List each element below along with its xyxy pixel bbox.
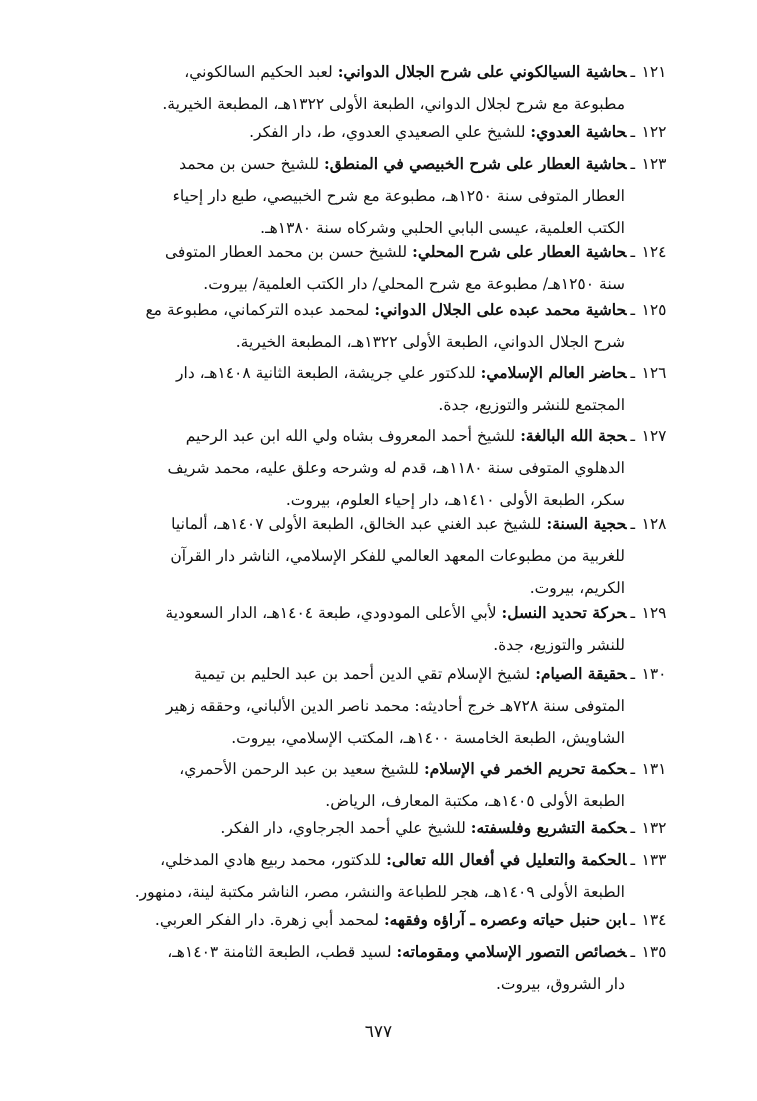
entry-text: الكريم، بيروت. [529,579,625,597]
entry-text: للشيخ حسن بن محمد العطار المتوفى [165,243,408,261]
entry-text: لمحمد أبي زهرة. دار الفكر العربي. [154,911,380,929]
entry-number: ١٣٤ [641,911,667,929]
bibliography-entry: ١٢٢ـحاشية العدوي: للشيخ علي الصعيدي العدوي، ط، دار الفكر. [88,116,669,148]
entry-title: حاشية العطار على شرح المحلي: [412,242,627,261]
bibliography-entry: ١٢٩ـحركة تحديد النسل: لأبي الأعلى المودودي، طبعة ١٤٠٤هـ، الدار السعودية للنشر والتوزيع، جدة. [88,597,669,661]
entry-title: خصائص التصور الإسلامي ومقوماته: [396,942,627,961]
entry-text: سنة ١٢٥٠هـ/ مطبوعة مع شرح المحلي/ دار الكتب العلمية/ بيروت. [203,275,625,293]
entry-text: سكر، الطبعة الأولى ١٤١٠هـ، دار إحياء العلوم، بيروت. [285,491,625,509]
entry-title: حجة الله البالغة: [520,426,627,445]
entry-text: للغربية من مطبوعات المعهد العالمي للفكر الإسلامي، الناشر دار القرآن [170,547,625,565]
entry-text: للشيخ علي أحمد الجرجاوي، دار الفكر. [220,819,466,837]
entry-text: الدهلوي المتوفى سنة ١١٨٠هـ، قدم له وشرحه وعلق عليه، محمد شريف [167,459,625,477]
entry-text: للشيخ علي الصعيدي العدوي، ط، دار الفكر. [249,123,526,141]
entry-text: الكتب العلمية، عيسى البابي الحلبي وشركاه سنة ١٣٨٠هـ. [260,219,625,237]
bibliography-entry: ١٣٢ـحكمة التشريع وفلسفته: للشيخ علي أحمد الجرجاوي، دار الفكر. [88,812,669,844]
entry-text: للدكتور، محمد ربيع هادي المدخلي، [160,851,382,869]
entry-text: للشيخ سعيد بن عبد الرحمن الأحمري، [179,760,420,778]
entry-title: الحكمة والتعليل في أفعال الله تعالى: [386,850,627,869]
entry-text: الطبعة الأولى ١٤٠٥هـ، مكتبة المعارف، الرياض. [325,792,625,810]
entry-text: لعبد الحكيم السالكوني، [184,63,333,81]
entry-title: حكمة التشريع وفلسفته: [470,818,627,837]
entry-title: حاشية محمد عبده على الجلال الدواني: [374,300,627,319]
entry-title: حقيقة الصيام: [535,664,627,683]
entry-number: ١٣٥ [641,943,667,961]
bibliography-entry: ١٢٣ـحاشية العطار على شرح الخبيصي في المنطق: للشيخ حسن بن محمد العطار المتوفى سنة ١٢٥٠هـ، مطبوعة مع شرح الخبيصي، طبع دار إحياء الكتب العلمية، عيسى البابي الحلبي وشركاه سنة ١٣٨٠هـ. [88,148,669,244]
entry-text: دار الشروق، بيروت. [495,975,625,993]
entry-text: المتوفى سنة ٧٢٨هـ خرج أحاديثه: محمد ناصر الدين الألباني، وحققه زهير [165,697,625,715]
entry-number: ١٣٢ [641,819,667,837]
entry-number: ١٢٦ [641,364,667,382]
entry-number: ١٣٣ [641,851,667,869]
bibliography-entry: ١٢٨ـحجية السنة: للشيخ عبد الغني عبد الخالق، الطبعة الأولى ١٤٠٧هـ، ألمانيا للغربية من مطبوعات المعهد العالمي للفكر الإسلامي، الناشر دار القرآن الكريم، بيروت. [88,508,669,604]
entry-text: للشيخ أحمد المعروف بشاه ولي الله ابن عبد الرحيم [185,427,516,445]
entry-title: حاشية العدوي: [530,122,627,141]
entry-number: ١٣٠ [641,665,667,683]
bibliography-entry: ١٣١ـحكمة تحريم الخمر في الإسلام: للشيخ سعيد بن عبد الرحمن الأحمري، الطبعة الأولى ١٤٠٥هـ، مكتبة المعارف، الرياض. [88,753,669,817]
bibliography-entry: ١٢١ـحاشية السيالكوني على شرح الجلال الدواني: لعبد الحكيم السالكوني، مطبوعة مع شرح لجلال الدواني، الطبعة الأولى ١٣٢٢هـ، المطبعة الخيرية. [88,56,669,120]
entry-title: حاشية العطار على شرح الخبيصي في المنطق: [323,154,627,173]
entry-text: للنشر والتوزيع، جدة. [493,636,625,654]
entry-title: حاشية السيالكوني على شرح الجلال الدواني: [337,62,627,81]
entry-number: ١٢٥ [641,301,667,319]
entry-text: لأبي الأعلى المودودي، طبعة ١٤٠٤هـ، الدار السعودية [165,604,497,622]
entry-title: حركة تحديد النسل: [501,603,627,622]
entry-number: ١٢٤ [641,243,667,261]
entry-text: للشيخ عبد الغني عبد الخالق، الطبعة الأولى ١٤٠٧هـ، ألمانيا [171,515,542,533]
bibliography-entry: ١٣٠ـحقيقة الصيام: لشيخ الإسلام تقي الدين أحمد بن عبد الحليم بن تيمية المتوفى سنة ٧٢٨هـ خرج أحاديثه: محمد ناصر الدين الألباني، وحققه زهير الشاويش، الطبعة الخامسة ١٤٠٠هـ، المكتب الإسلامي، بيروت. [88,658,669,754]
entry-text: مطبوعة مع شرح لجلال الدواني، الطبعة الأولى ١٣٢٢هـ، المطبعة الخيرية. [162,95,625,113]
bibliography-entry: ١٢٥ـحاشية محمد عبده على الجلال الدواني: لمحمد عبده التركماني، مطبوعة مع شرح الجلال الدواني، الطبعة الأولى ١٣٢٢هـ، المطبعة الخيرية. [88,294,669,358]
entry-text: لشيخ الإسلام تقي الدين أحمد بن عبد الحليم بن تيمية [193,665,531,683]
entry-text: لسيد قطب، الطبعة الثامنة ١٤٠٣هـ، [167,943,392,961]
entry-number: ١٢٧ [641,427,667,445]
entry-title: حجية السنة: [546,514,627,533]
bibliography-entry: ١٣٤ـابن حنبل حياته وعصره ـ آراؤه وفقهه: لمحمد أبي زهرة. دار الفكر العربي. [88,904,669,936]
page-number: ٦٧٧ [364,1022,393,1042]
entry-text: الطبعة الأولى ١٤٠٩هـ، هجر للطباعة والنشر، مصر، الناشر مكتبة لينة، دمنهور. [134,883,625,901]
entry-title: حاضر العالم الإسلامي: [480,363,627,382]
bibliography-entry: ١٢٧ـحجة الله البالغة: للشيخ أحمد المعروف بشاه ولي الله ابن عبد الرحيم الدهلوي المتوفى سنة ١١٨٠هـ، قدم له وشرحه وعلق عليه، محمد شريف سكر، الطبعة الأولى ١٤١٠هـ، دار إحياء العلوم، بيروت. [88,420,669,516]
bibliography-entry: ١٢٦ـحاضر العالم الإسلامي: للدكتور علي جريشة، الطبعة الثانية ١٤٠٨هـ، دار المجتمع للنشر والتوزيع، جدة. [88,357,669,421]
entry-number: ١٣١ [641,760,667,778]
entry-text: لمحمد عبده التركماني، مطبوعة مع [145,301,370,319]
entry-text: للدكتور علي جريشة، الطبعة الثانية ١٤٠٨هـ، دار [176,364,476,382]
entry-number: ١٢٢ [641,123,667,141]
entry-number: ١٢٣ [641,155,667,173]
entry-title: حكمة تحريم الخمر في الإسلام: [423,759,627,778]
entry-title: ابن حنبل حياته وعصره ـ آراؤه وفقهه: [383,910,627,929]
bibliography-entry: ١٢٤ـحاشية العطار على شرح المحلي: للشيخ حسن بن محمد العطار المتوفى سنة ١٢٥٠هـ/ مطبوعة مع شرح المحلي/ دار الكتب العلمية/ بيروت. [88,236,669,300]
entry-number: ١٢٩ [641,604,667,622]
entry-number: ١٢٨ [641,515,667,533]
entry-text: المجتمع للنشر والتوزيع، جدة. [438,396,625,414]
entry-text: الشاويش، الطبعة الخامسة ١٤٠٠هـ، المكتب الإسلامي، بيروت. [231,729,625,747]
entry-text: للشيخ حسن بن محمد [179,155,320,173]
entry-number: ١٢١ [641,63,667,81]
bibliography-entry: ١٣٣ـالحكمة والتعليل في أفعال الله تعالى: للدكتور، محمد ربيع هادي المدخلي، الطبعة الأولى ١٤٠٩هـ، هجر للطباعة والنشر، مصر، الناشر مكتبة لينة، دمنهور. [88,844,669,908]
entry-text: شرح الجلال الدواني، الطبعة الأولى ١٣٢٢هـ، المطبعة الخيرية. [235,333,625,351]
entry-text: العطار المتوفى سنة ١٢٥٠هـ، مطبوعة مع شرح الخبيصي، طبع دار إحياء [172,187,625,205]
bibliography-entry: ١٣٥ـخصائص التصور الإسلامي ومقوماته: لسيد قطب، الطبعة الثامنة ١٤٠٣هـ، دار الشروق، بيروت. [88,936,669,1000]
